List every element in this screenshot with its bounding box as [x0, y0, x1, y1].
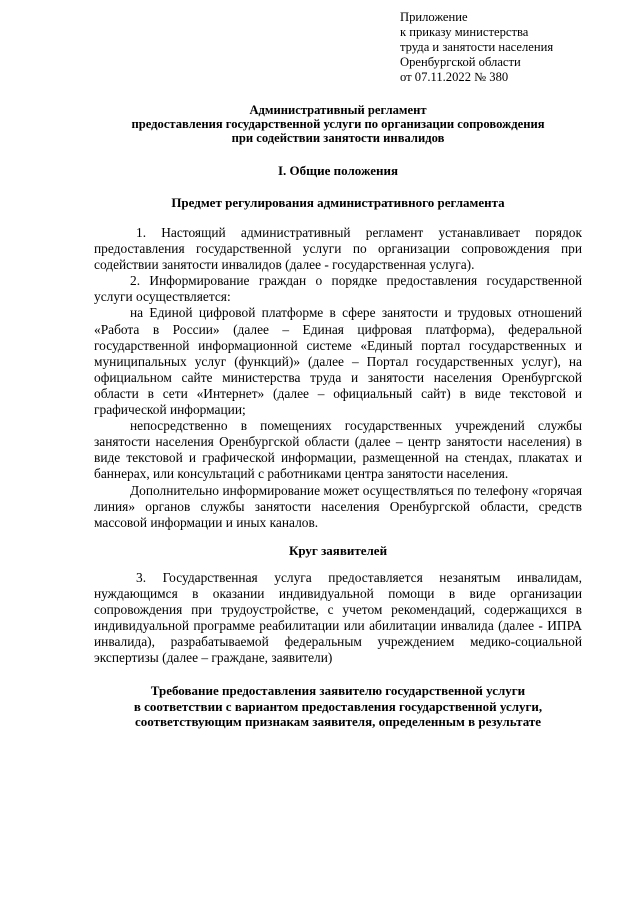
- approval-line: к приказу министерства: [400, 25, 529, 39]
- title-line: при содействии занятости инвалидов: [231, 131, 445, 145]
- requirement-line: Требование предоставления заявителю государственной услуги: [150, 683, 526, 699]
- paragraph-2: 2. Информирование граждан о порядке предоставления государственной услуги осуществляется:: [94, 273, 582, 305]
- requirement-line: в соответствии с вариантом предоставления государственной услуги,: [133, 698, 543, 714]
- paragraph-4: непосредственно в помещениях государственных учреждений службы занятости населения Оренбургской области (далее – центр занятости населения) в виде текстовой и графической информации, размещенной на стендах, плакатах и баннерах, или консультаций с работниками центра занятости населения.: [94, 418, 582, 482]
- subheading-applicants: Круг заявителей: [288, 542, 388, 558]
- title-line: предоставления государственной услуги по организации сопровождения: [131, 117, 545, 131]
- approval-date-number: от 07.11.2022 № 380: [400, 70, 509, 84]
- subheading-subject: Предмет регулирования административного регламента: [171, 195, 505, 210]
- paragraph-5: Дополнительно информирование может осуществляться по телефону «горячая линия» органов службы занятости населения Оренбургской области, средств массовой информации и иных каналов.: [94, 482, 582, 530]
- requirement-line: соответствующим признакам заявителя, определенным в результате: [134, 714, 542, 730]
- subheading-requirement: [94, 683, 582, 730]
- document-title: [94, 103, 582, 145]
- approval-block: [400, 10, 582, 85]
- approval-line: труда и занятости населения: [400, 40, 554, 54]
- paragraph-1: 1. Настоящий административный регламент устанавливает порядок предоставления государственной услуги по организации сопровождения при содействии занятости инвалидов (далее - государственная услуга).: [94, 225, 582, 273]
- section-heading: I. Общие положения: [278, 163, 398, 178]
- title-line: Административный регламент: [249, 103, 427, 117]
- approval-line: Оренбургской области: [400, 55, 521, 69]
- paragraph-6: 3. Государственная услуга предоставляется незанятым инвалидам, нуждающимся в оказании индивидуальной помощи в виде организации сопровождения при трудоустройстве, с учетом рекомендаций, содержащихся в индивидуальной программе реабилитации или абилитации инвалида (далее - ИПРА инвалида), разрабатываемой федеральным учреждением медико-социальной экспертизы (далее – граждане, заявители): [94, 569, 582, 666]
- paragraph-3: на Единой цифровой платформе в сфере занятости и трудовых отношений «Работа в России» (далее – Единая цифровая платформа), федеральной государственной информационной системе «Единый портал государственных и муниципальных услуг (функций)» (далее – Портал государственных услуг), на официальном сайте министерства труда и занятости населения Оренбургской области в сети «Интернет» (далее – официальный сайт) в виде текстовой и графической информации;: [94, 305, 582, 418]
- approval-line: Приложение: [400, 10, 468, 24]
